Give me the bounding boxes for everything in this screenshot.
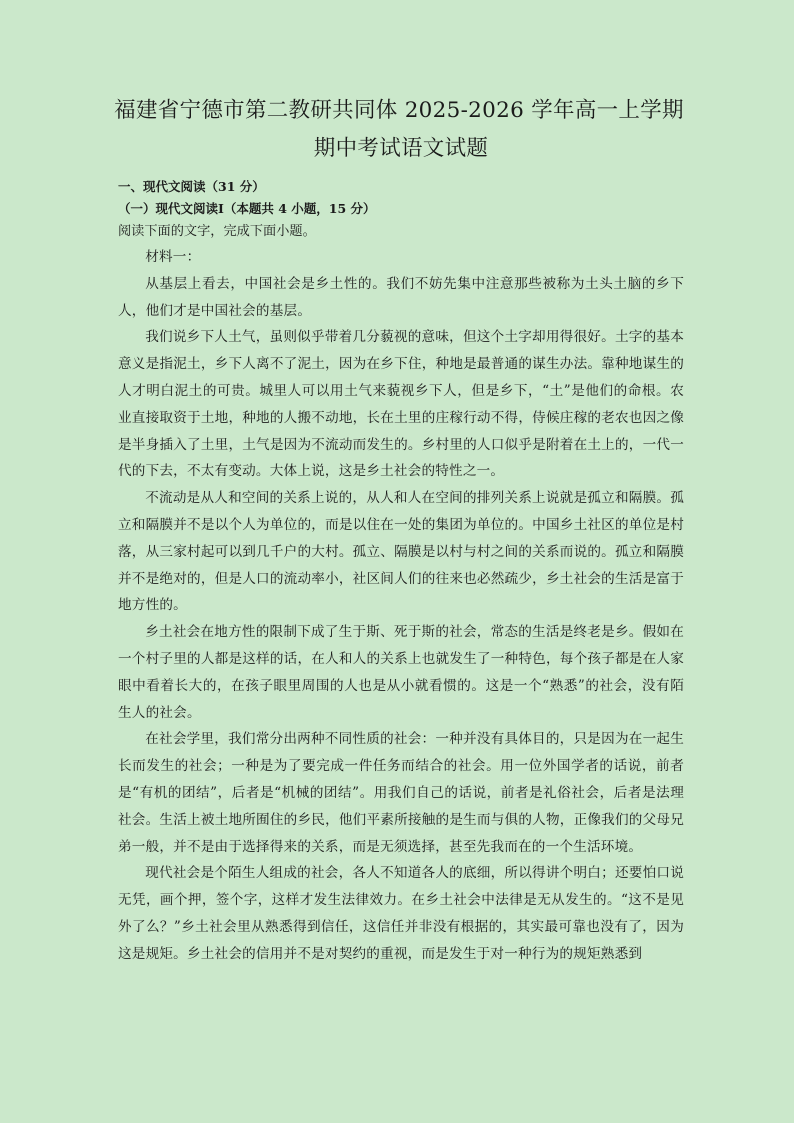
- document-page: [114, 92, 684, 968]
- paragraph: 从基层上看去，中国社会是乡土性的。我们不妨先集中注意那些被称为土头土脑的乡下人，他们才是中国社会的基层。: [118, 275, 684, 319]
- section-heading: 一、现代文阅读（31 分）: [118, 179, 265, 194]
- instruction-text: 阅读下面的文字，完成下面小题。: [118, 224, 316, 239]
- document-title-line-1: 福建省宁德市第二教研共同体 2025-2026 学年高一上学期: [114, 98, 684, 123]
- paragraph: 现代社会是个陌生人组成的社会，各人不知道各人的底细，所以得讲个明白；还要怕口说无凭，画个押，签个字，这样才发生法律效力。在乡土社会中法律是无从发生的。“这不是见外了么？”乡土社会里从熟悉得到信任，这信任并非没有根据的，其实最可靠也没有了，因为这是规矩。乡土社会的信用并不是对契约的重视，而是发生于对一种行为的规矩熟悉到: [118, 865, 684, 962]
- paragraph: 我们说乡下人土气，虽则似乎带着几分藐视的意味，但这个土字却用得很好。土字的基本意义是指泥土，乡下人离不了泥土，因为在乡下住，种地是最普通的谋生办法。靠种地谋生的人才明白泥土的可贵。城里人可以用土气来藐视乡下人，但是乡下，“土”是他们的命根。农业直接取资于土地，种地的人搬不动地，长在土里的庄稼行动不得，侍候庄稼的老农也因之像是半身插入了土里，土气是因为不流动而发生的。乡村里的人口似乎是附着在土上的，一代一代的下去，不太有变动。大体上说，这是乡土社会的特性之一。: [118, 329, 684, 480]
- material-label: 材料一：: [145, 249, 201, 265]
- document-title-line-2: 期中考试语文试题: [313, 136, 489, 161]
- subsection-heading: （一）现代文阅读Ⅰ（本题共 4 小题，15 分）: [118, 201, 376, 216]
- paragraph: 乡土社会在地方性的限制下成了生于斯、死于斯的社会，常态的生活是终老是乡。假如在一个村子里的人都是这样的话，在人和人的关系上也就发生了一种特色，每个孩子都是在人家眼中看着长大的，在孩子眼里周围的人也是从小就看惯的。这是一个“熟悉”的社会，没有陌生人的社会。: [118, 624, 684, 721]
- paragraph: 不流动是从人和空间的关系上说的，从人和人在空间的排列关系上说就是孤立和隔膜。孤立和隔膜并不是以个人为单位的，而是以住在一处的集团为单位的。中国乡土社区的单位是村落，从三家村起可以到几千户的大村。孤立、隔膜是以村与村之间的关系而说的。孤立和隔膜并不是绝对的，但是人口的流动率小，社区间人们的往来也必然疏少，乡土社会的生活是富于地方性的。: [118, 490, 684, 614]
- paragraph: 在社会学里，我们常分出两种不同性质的社会：一种并没有具体目的，只是因为在一起生长而发生的社会；一种是为了要完成一件任务而结合的社会。用一位外国学者的话说，前者是“有机的团结”，后者是“机械的团结”。用我们自己的话说，前者是礼俗社会，后者是法理社会。生活上被土地所囿住的乡民，他们平素所接触的是生而与俱的人物，正像我们的父母兄弟一般，并不是由于选择得来的关系，而是无须选择，甚至先我而在的一个生活环境。: [118, 731, 684, 855]
